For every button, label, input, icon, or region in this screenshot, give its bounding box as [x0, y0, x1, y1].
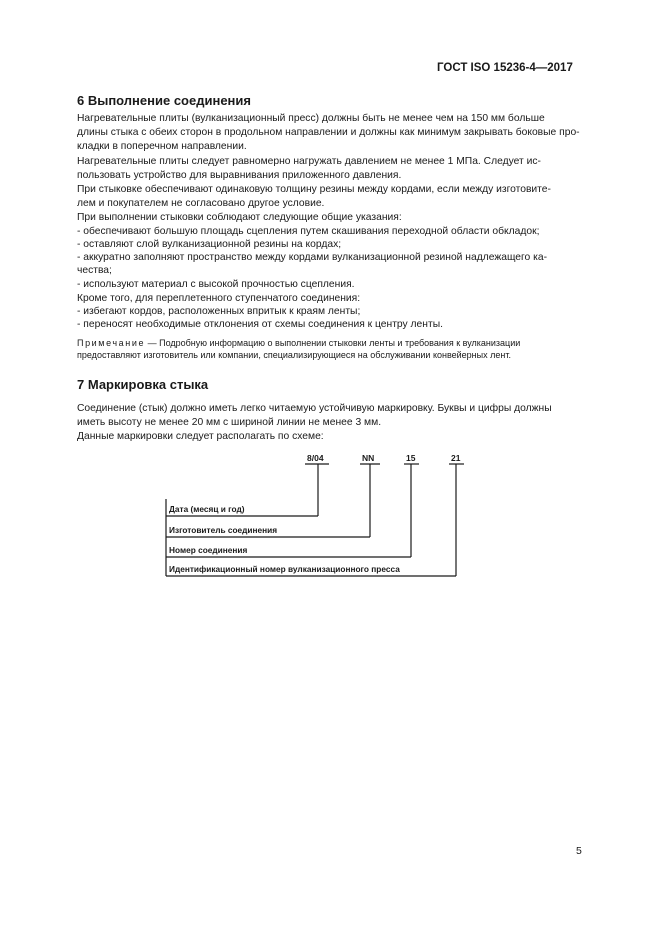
- section-6-title: 6 Выполнение соединения: [77, 93, 251, 108]
- scheme-code-manufacturer: NN: [362, 453, 375, 463]
- scheme-label-manufacturer: Изготовитель соединения: [169, 525, 278, 535]
- s6-p1-line1: Нагревательные плиты (вулканизационный пресс) должны быть не менее чем на 150 мм больше: [77, 113, 545, 124]
- scheme-code-joint-number: 15: [406, 453, 416, 463]
- scheme-label-date: Дата (месяц и год): [169, 504, 245, 514]
- page-number: 5: [576, 845, 582, 857]
- scheme-code-date: 8/04: [307, 453, 324, 463]
- s7-p1-line1: Соединение (стык) должно иметь легко читаемую устойчивую маркировку. Буквы и цифры должны: [77, 403, 552, 414]
- note-label: Примечание: [77, 338, 146, 348]
- s7-p1-line2: иметь высоту не менее 20 мм с шириной линии не менее 3 мм.: [77, 417, 382, 428]
- note-line2: предоставляют изготовитель или компании, специализирующиеся на обслуживании конвейерных лент.: [77, 350, 511, 360]
- s6-p2-line2: пользовать устройство для выравнивания приложенного давления.: [77, 170, 402, 181]
- s6-bullet-5: - избегают кордов, расположенных впритык к краям ленты;: [77, 306, 361, 317]
- s6-bullet-3-line1: - аккуратно заполняют пространство между кордами вулканизационной резиной надлежащего ка-: [77, 252, 548, 263]
- s6-bullet-6: - переносят необходимые отклонения от схемы соединения к центру ленты.: [77, 319, 443, 330]
- s7-p2: Данные маркировки следует располагать по схеме:: [77, 431, 324, 442]
- s6-p3-line1: При стыковке обеспечивают одинаковую толщину резины между кордами, если между изготовите-: [77, 184, 551, 195]
- scheme-code-press-id: 21: [451, 453, 461, 463]
- s6-p5: Кроме того, для переплетенного ступенчатого соединения:: [77, 293, 361, 304]
- scheme-label-press-id: Идентификационный номер вулканизационного пресса: [169, 564, 400, 574]
- s6-p3-line2: лем и покупателем не согласовано другое условие.: [77, 198, 325, 209]
- document-code: ГОСТ ISO 15236-4—2017: [437, 62, 573, 74]
- s6-p4: При выполнении стыковки соблюдают следующие общие указания:: [77, 212, 402, 223]
- s6-p1-line3: кладки в поперечном направлении.: [77, 141, 247, 152]
- section-7-title: 7 Маркировка стыка: [77, 377, 209, 392]
- s6-p1-line2: длины стыка с обеих сторон в продольном направлении и должны как минимум закрывать боковые про-: [77, 127, 580, 138]
- scheme-label-joint-number: Номер соединения: [169, 545, 248, 555]
- s6-bullet-2: - оставляют слой вулканизационной резины на кордах;: [77, 239, 342, 250]
- s6-p2-line1: Нагревательные плиты следует равномерно нагружать давлением не менее 1 МПа. Следует ис-: [77, 156, 541, 167]
- note-text-1: — Подробную информацию о выполнении стыковки ленты и требования к вулканизации: [145, 338, 521, 348]
- s6-bullet-1: - обеспечивают большую площадь сцепления путем скашивания переходной области обкладок;: [77, 226, 540, 237]
- s6-bullet-3-line2: чества;: [77, 265, 112, 276]
- s6-bullet-4: - используют материал с высокой прочностью сцепления.: [77, 279, 355, 290]
